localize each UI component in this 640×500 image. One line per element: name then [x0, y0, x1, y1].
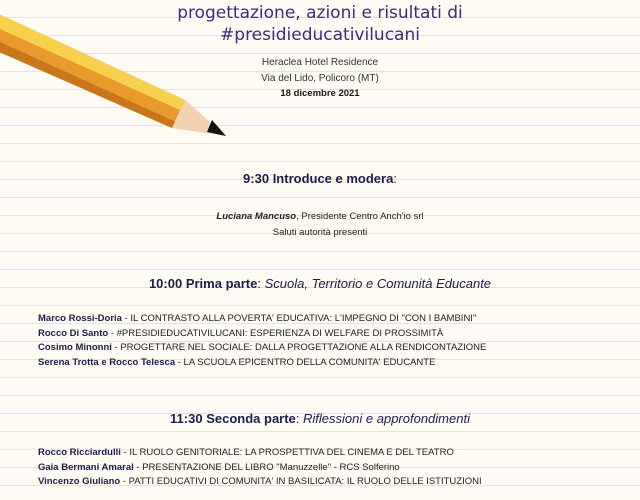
talk-row	[38, 327, 638, 342]
venue-name: Heraclea Hotel Residence	[261, 57, 379, 68]
intro-suffix: :	[393, 171, 397, 186]
greetings: Saluti autorità presenti	[272, 227, 368, 238]
event-date: 18 dicembre 2021	[280, 88, 360, 99]
part1-time: 10:00	[148, 276, 183, 291]
talk-topic: - #PRESIDIEDUCATIVILUCANI: ESPERIENZA DI WELFARE DI PROSSIMITÀ	[108, 327, 444, 339]
talk-row	[38, 341, 638, 356]
part1-heading	[0, 276, 640, 291]
talk-row	[38, 312, 638, 327]
part2-heading	[0, 411, 640, 426]
intro-time: 9:30	[243, 171, 270, 186]
talk-speaker: Gaia Bermani Amaral	[38, 461, 134, 473]
talk-topic: - IL CONTRASTO ALLA POVERTA' EDUCATIVA: L'IMPEGNO DI "CON I BAMBINI"	[121, 313, 477, 324]
talk-speaker: Marco Rossi-Doria	[38, 313, 122, 324]
moderator-name: Luciana Mancuso	[216, 211, 297, 222]
talk-speaker: Serena Trotta e Rocco Telesca	[38, 356, 176, 368]
talk-topic: - PATTI EDUCATIVI DI COMUNITA' IN BASILICATA: IL RUOLO DELLE ISTITUZIONI	[120, 476, 482, 487]
talk-topic: - PROGETTARE NEL SOCIALE: DALLA PROGETTAZIONE ALLA RENDICONTAZIONE	[111, 342, 487, 353]
talk-topic: - IL RUOLO GENITORIALE: LA PROSPETTIVA DEL CINEMA E DEL TEATRO	[120, 447, 454, 458]
part2-label: Seconda parte	[206, 411, 296, 426]
talk-row	[38, 461, 638, 476]
talk-topic: - LA SCUOLA EPICENTRO DELLA COMUNITA' EDUCANTE	[175, 356, 436, 368]
title-line-2: #presidieducativilucani	[220, 25, 420, 45]
talk-speaker: Rocco Di Santo	[38, 327, 109, 339]
part1-talk-list	[38, 312, 638, 370]
talk-speaker: Rocco Ricciardulli	[38, 447, 121, 458]
talk-row	[38, 475, 638, 490]
part2-sep: :	[295, 411, 304, 426]
moderator-line	[0, 210, 640, 224]
part2-subtitle: Riflessioni e approfondimenti	[303, 411, 470, 426]
part2-time: 11:30	[170, 411, 203, 426]
intro-heading	[0, 171, 640, 186]
moderator-role: , Presidente Centro Anch'io srl	[296, 211, 424, 222]
talk-speaker: Cosimo Minonni	[38, 342, 112, 353]
part2-talk-list	[38, 446, 638, 490]
talk-speaker: Vincenzo Giuliano	[38, 476, 121, 487]
part1-label: Prima parte	[185, 276, 258, 291]
talk-row	[38, 446, 638, 461]
title-line-1: progettazione, azioni e risultati di	[177, 3, 463, 23]
talk-row	[38, 356, 638, 371]
part1-sep: :	[257, 276, 265, 291]
intro-label: Introduce e modera	[272, 171, 394, 186]
talk-topic: - PRESENTAZIONE DEL LIBRO "Manuzzelle" - RCS Solferino	[133, 461, 400, 473]
part1-subtitle: Scuola, Territorio e Comunità Educante	[264, 276, 492, 291]
venue-address: Via del Lido, Policoro (MT)	[261, 73, 379, 84]
